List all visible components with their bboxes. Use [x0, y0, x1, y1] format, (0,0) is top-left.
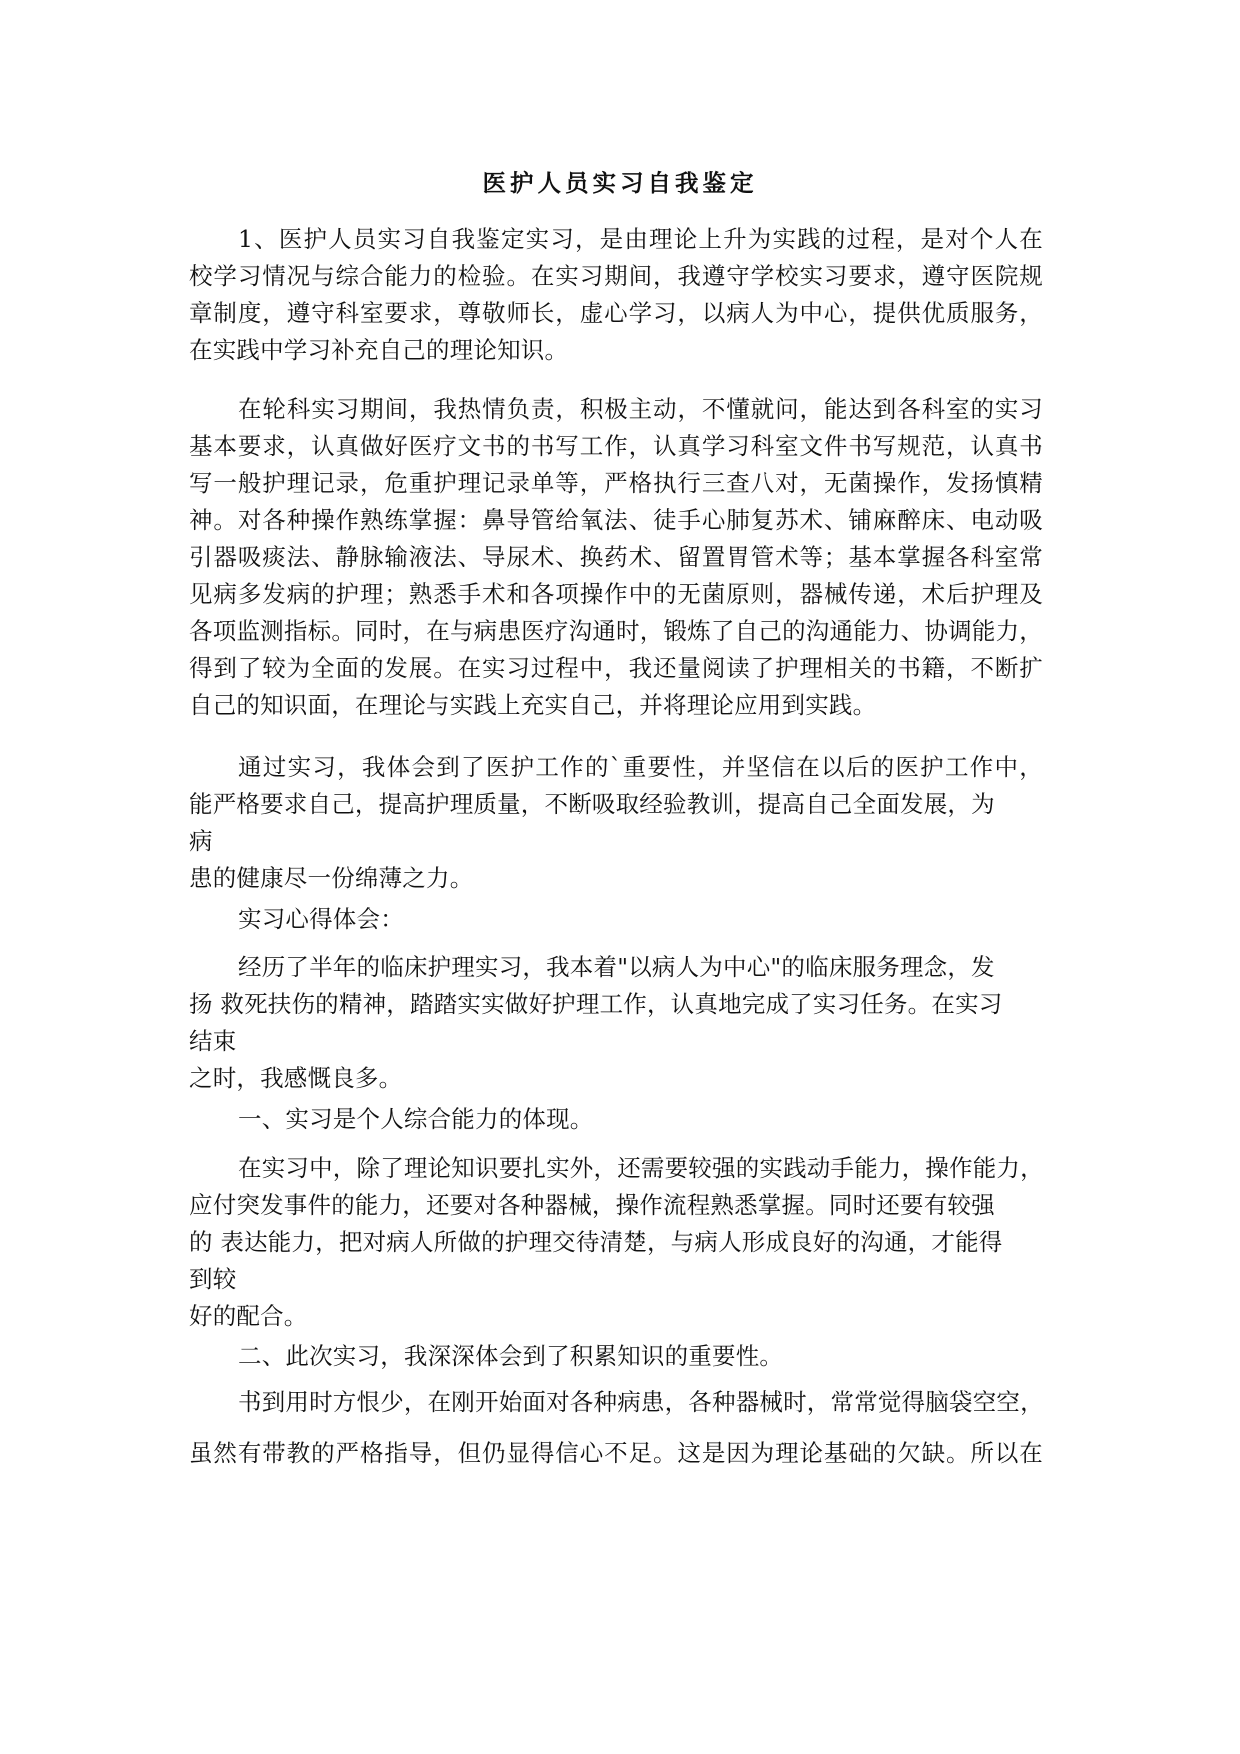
text-line: 虽然有带教的严格指导，但仍显得信心不足。这是因为理论基础的欠缺。所以在	[189, 1439, 1043, 1467]
document-title: 医护人员实习自我鉴定	[482, 169, 758, 197]
text-line: 在实践中学习补充自己的理论知识。	[189, 336, 569, 364]
text-line: 各项监测指标。同时，在与病患医疗沟通时，锻炼了自己的沟通能力、协调能力，	[189, 617, 1043, 645]
text-line: 得到了较为全面的发展。在实习过程中，我还量阅读了护理相关的书籍，不断扩	[189, 654, 1043, 682]
text-line: 结束	[189, 1027, 237, 1055]
section-heading: 实习心得体会：	[238, 905, 404, 933]
text-line: 引器吸痰法、静脉输液法、导尿术、换药术、留置胃管术等；基本掌握各科室常	[189, 543, 1043, 571]
text-line: 经历了半年的临床护理实习，我本着"以病人为中心"的临床服务理念，发	[238, 953, 995, 981]
text-line: 在实习中，除了理论知识要扎实外，还需要较强的实践动手能力，操作能力，	[238, 1154, 1044, 1182]
text-line: 扬 救死扶伤的精神，踏踏实实做好护理工作，认真地完成了实习任务。在实习	[189, 990, 1003, 1018]
text-line: 章制度，遵守科室要求，尊敬师长，虚心学习，以病人为中心，提供优质服务，	[189, 299, 1043, 327]
text-line: 能严格要求自己，提高护理质量，不断吸取经验教训，提高自己全面发展，为	[189, 790, 995, 818]
text-line: 到较	[189, 1265, 237, 1293]
text-line: 神。对各种操作熟练掌握：鼻导管给氧法、徒手心肺复苏术、铺麻醉床、电动吸	[189, 506, 1043, 534]
text-line: 的 表达能力，把对病人所做的护理交待清楚，与病人形成良好的沟通，才能得	[189, 1228, 1003, 1256]
text-line: 校学习情况与综合能力的检验。在实习期间，我遵守学校实习要求，遵守医院规	[189, 262, 1043, 290]
text-line: 基本要求，认真做好医疗文书的书写工作，认真学习科室文件书写规范，认真书	[189, 432, 1043, 460]
section-heading: 二、此次实习，我深深体会到了积累知识的重要性。	[238, 1342, 784, 1370]
text-line: 通过实习，我体会到了医护工作的`重要性，并坚信在以后的医护工作中，	[238, 753, 1043, 781]
text-line: 见病多发病的护理；熟悉手术和各项操作中的无菌原则，器械传递，术后护理及	[189, 580, 1043, 608]
text-line: 在轮科实习期间，我热情负责，积极主动，不懂就问，能达到各科室的实习	[238, 395, 1043, 423]
text-line: 书到用时方恨少，在刚开始面对各种病患，各种器械时，常常觉得脑袋空空，	[238, 1388, 1044, 1416]
text-line: 自己的知识面，在理论与实践上充实自己，并将理论应用到实践。	[189, 691, 877, 719]
text-line: 患的健康尽一份绵薄之力。	[189, 864, 474, 892]
section-heading: 一、实习是个人综合能力的体现。	[238, 1105, 594, 1133]
text-line: 写一般护理记录，危重护理记录单等，严格执行三查八对，无菌操作，发扬慎精	[189, 469, 1043, 497]
text-line: 好的配合。	[189, 1302, 308, 1330]
text-line: 之时，我感慨良多。	[189, 1064, 403, 1092]
text-line: 1、医护人员实习自我鉴定实习，是由理论上升为实践的过程，是对个人在	[238, 225, 1043, 253]
text-line: 应付突发事件的能力，还要对各种器械，操作流程熟悉掌握。同时还要有较强	[189, 1191, 995, 1219]
text-line: 病	[189, 827, 213, 855]
